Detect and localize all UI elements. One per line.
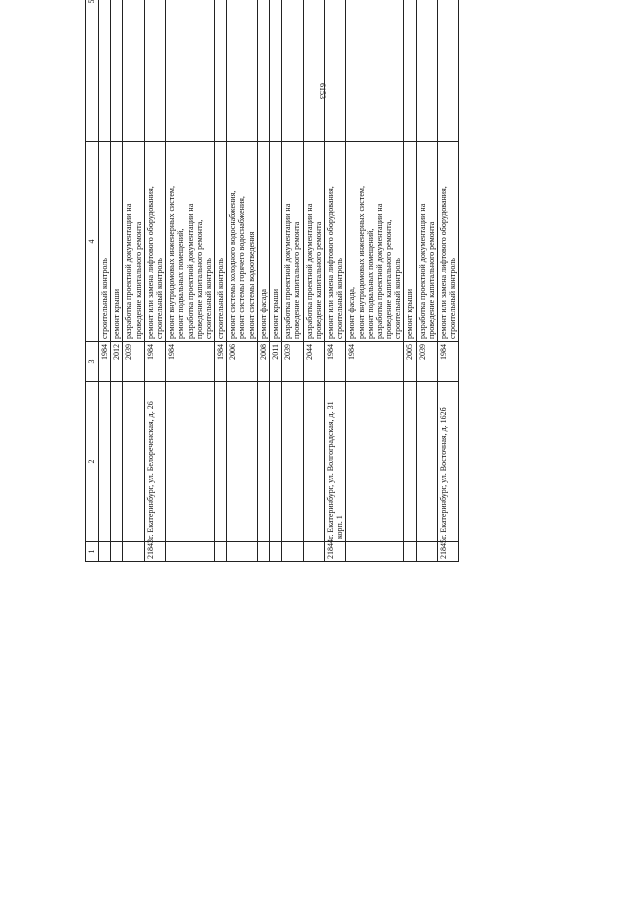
table-cell-c1 — [123, 542, 144, 562]
table-cell-c1: 21845. — [438, 542, 459, 562]
table-cell-c3: 2005 — [404, 342, 416, 382]
table-cell-c3: 2044 — [303, 342, 324, 382]
table-row — [346, 0, 404, 562]
table-cell-c4: ремонт фасада — [257, 142, 269, 342]
table-cell-c3: 2008 — [257, 342, 269, 382]
table-cell-c3: 1984 — [99, 342, 111, 382]
table-cell-c1: 21843. — [144, 542, 165, 562]
table-cell-c5 — [166, 0, 215, 142]
table-cell-c4: разработка проектной документации на проведение капитального ремонта — [123, 142, 144, 342]
table-cell-c4: ремонт фасада, ремонт внутридомовых инженерных систем, ремонт подвальных помещений, разработка проектной документации на проведение капитального ремонта, строительный контроль — [346, 142, 404, 342]
table-cell-c3: 2039 — [282, 342, 303, 382]
table-cell-c3: 2012 — [111, 342, 123, 382]
table-cell-c4: ремонт или замена лифтового оборудования, строительный контроль — [438, 142, 459, 342]
table-cell-c5 — [270, 0, 282, 142]
table-cell-c4: разработка проектной документации на проведение капитального ремонта — [303, 142, 324, 342]
table-row — [324, 0, 345, 562]
table-cell-c2: г. Екатеринбург, ул. Восточная, д. 162б — [438, 382, 459, 542]
table-cell-c2 — [99, 382, 111, 542]
table-cell-c4: ремонт крыши — [404, 142, 416, 342]
table-cell-c3: 2039 — [416, 342, 437, 382]
column-header: 4 — [86, 142, 99, 342]
table-cell-c1 — [257, 542, 269, 562]
table-cell-c1 — [282, 542, 303, 562]
table-cell-c3: 1984 — [144, 342, 165, 382]
table-cell-c1 — [270, 542, 282, 562]
column-header: 1 — [86, 542, 99, 562]
table-cell-c2: г. Екатеринбург, ул. Волгоградская, д. 31 корп. 1 — [324, 382, 345, 542]
table-cell-c5 — [438, 0, 459, 142]
table-cell-c2 — [123, 382, 144, 542]
table-row — [282, 0, 303, 562]
table-cell-c5 — [303, 0, 324, 142]
table-cell-c4: строительный контроль — [99, 142, 111, 342]
table-row — [416, 0, 437, 562]
table-cell-c3: 2039 — [123, 342, 144, 382]
table-cell-c4: ремонт внутридомовых инженерных систем, ремонт подвальных помещений, разработка проектной документации на проведение капитального ремонта, строительный контроль — [166, 142, 215, 342]
table-cell-c5 — [346, 0, 404, 142]
table-cell-c4: разработка проектной документации на проведение капитального ремонта — [282, 142, 303, 342]
table-cell-c4: ремонт или замена лифтового оборудования, строительный контроль — [324, 142, 345, 342]
table-row — [123, 0, 144, 562]
table-cell-c4: ремонт или замена лифтового оборудования, строительный контроль — [144, 142, 165, 342]
table-cell-c1 — [404, 542, 416, 562]
column-header: 5 — [86, 0, 99, 142]
table-cell-c4: ремонт крыши — [111, 142, 123, 342]
table-cell-c1 — [303, 542, 324, 562]
table-cell-c2 — [215, 382, 227, 542]
table-cell-c3: 2011 — [270, 342, 282, 382]
table-cell-c1 — [111, 542, 123, 562]
table-row — [404, 0, 416, 562]
table-cell-c1 — [215, 542, 227, 562]
repair-schedule-table — [85, 0, 459, 562]
table-cell-c1 — [416, 542, 437, 562]
table-cell-c2 — [282, 382, 303, 542]
table-cell-c5 — [99, 0, 111, 142]
table-row — [438, 0, 459, 562]
table-cell-c5 — [215, 0, 227, 142]
rotated-table-frame — [85, 0, 542, 562]
column-header: 2 — [86, 382, 99, 542]
table-cell-c3: 1984 — [438, 342, 459, 382]
table-row — [144, 0, 165, 562]
table-cell-c2: г. Екатеринбург, ул. Белореченская, д. 26 — [144, 382, 165, 542]
table-cell-c5 — [227, 0, 258, 142]
table-cell-c4: строительный контроль — [215, 142, 227, 342]
table-cell-c4: разработка проектной документации на проведение капитального ремонта — [416, 142, 437, 342]
table-cell-c5 — [282, 0, 303, 142]
table-cell-c4: ремонт системы холодного водоснабжения, ремонт системы горячего водоснабжения, ремонт системы водоотведения — [227, 142, 258, 342]
table-row — [257, 0, 269, 562]
table-cell-c1 — [346, 542, 404, 562]
table-cell-c2 — [257, 382, 269, 542]
table-cell-c3: 1984 — [324, 342, 345, 382]
table-cell-c2 — [270, 382, 282, 542]
table-cell-c5 — [123, 0, 144, 142]
table-cell-c1 — [227, 542, 258, 562]
table-body — [99, 0, 459, 562]
table-row — [166, 0, 215, 562]
table-cell-c2 — [227, 382, 258, 542]
table-cell-c5 — [324, 0, 345, 142]
table-cell-c5 — [257, 0, 269, 142]
table-cell-c5 — [144, 0, 165, 142]
table-cell-c3: 1984 — [166, 342, 215, 382]
table-cell-c1 — [99, 542, 111, 562]
table-cell-c2 — [346, 382, 404, 542]
table-cell-c3: 1984 — [346, 342, 404, 382]
table-cell-c2 — [404, 382, 416, 542]
table-row — [270, 0, 282, 562]
table-row — [99, 0, 111, 562]
table-cell-c3: 2006 — [227, 342, 258, 382]
table-row — [303, 0, 324, 562]
table-row — [227, 0, 258, 562]
table-cell-c4: ремонт крыши — [270, 142, 282, 342]
table-cell-c1 — [166, 542, 215, 562]
table-cell-c5 — [416, 0, 437, 142]
column-header: 3 — [86, 342, 99, 382]
table-cell-c2 — [166, 382, 215, 542]
table-cell-c3: 1984 — [215, 342, 227, 382]
table-cell-c2 — [111, 382, 123, 542]
table-cell-c5 — [111, 0, 123, 142]
page-number: 6153 — [318, 83, 327, 99]
table-cell-c5 — [404, 0, 416, 142]
table-cell-c2 — [303, 382, 324, 542]
table-cell-c2 — [416, 382, 437, 542]
table-row — [215, 0, 227, 562]
table-row — [111, 0, 123, 562]
header-row — [86, 0, 99, 562]
table-cell-c1: 21844. — [324, 542, 345, 562]
